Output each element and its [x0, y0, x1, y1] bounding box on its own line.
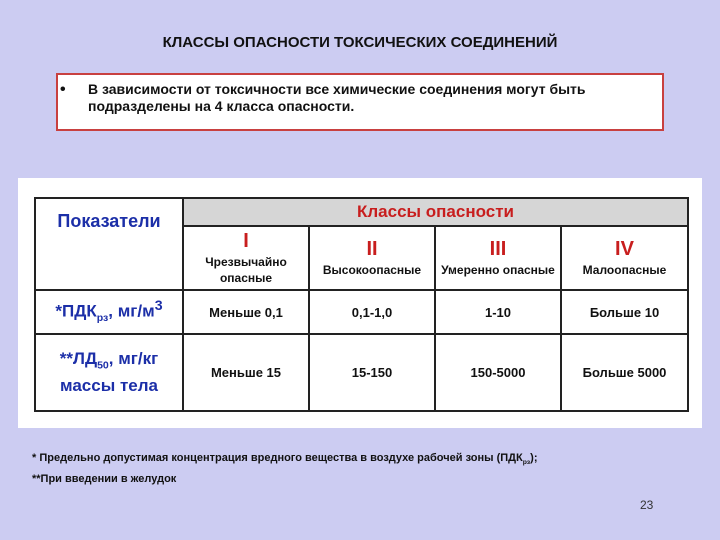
class-name: Малоопасные	[582, 263, 667, 277]
table-cell: 0,1-1,0	[309, 290, 435, 334]
footnote-1	[32, 450, 692, 471]
footnote-1-subscript: рз	[522, 459, 531, 467]
class-3-header	[435, 226, 561, 290]
table-cell: Меньше 15	[183, 334, 309, 411]
label-suffix: , мг/кг массы тела	[60, 349, 159, 395]
class-roman: IV	[615, 238, 634, 260]
class-roman: III	[489, 238, 507, 260]
table-cell: 15-150	[309, 334, 435, 411]
table-cell: 1-10	[435, 290, 561, 334]
label-subscript: 50	[97, 359, 109, 372]
bullet-box	[56, 73, 664, 131]
footnotes	[32, 450, 692, 487]
classes-header: Классы опасности	[183, 198, 688, 226]
footnote-2: **При введении в желудок	[32, 473, 177, 486]
page-number: 23	[640, 498, 654, 512]
class-name: Чрезвычайно опасные	[205, 255, 287, 285]
footnote-1-end: );	[530, 452, 538, 464]
label-superscript: 3	[154, 297, 163, 314]
table-cell: 150-5000	[435, 334, 561, 411]
footnote-1-main: * Предельно допустимая концентрация вредного вещества в воздухе рабочей зоны (ПДК	[32, 452, 523, 464]
hazard-table-panel	[18, 178, 702, 428]
label-prefix: **ЛД	[59, 349, 98, 369]
label-suffix: , мг/м	[108, 301, 155, 321]
table-cell: Больше 5000	[561, 334, 688, 411]
class-name: Высокоопасные	[322, 263, 422, 277]
class-2-header	[309, 226, 435, 290]
bullet-text: В зависимости от токсичности все химические соединения могут быть подразделены на 4 класса опасности.	[88, 81, 586, 114]
indicators-header: Показатели	[35, 198, 183, 290]
bullet-marker: •	[60, 81, 66, 98]
class-4-header	[561, 226, 688, 290]
class-name: Умеренно опасные	[441, 263, 555, 277]
row-label-ld50	[35, 334, 183, 411]
class-1-header	[183, 226, 309, 290]
label-prefix: *ПДК	[55, 301, 97, 321]
table-cell: Больше 10	[561, 290, 688, 334]
label-subscript: рз	[96, 312, 109, 325]
slide-title: КЛАССЫ ОПАСНОСТИ ТОКСИЧЕСКИХ СОЕДИНЕНИЙ	[162, 34, 558, 51]
table-cell: Меньше 0,1	[183, 290, 309, 334]
row-label-pdk	[35, 290, 183, 334]
hazard-classes-table	[34, 197, 689, 412]
class-roman: II	[366, 238, 378, 260]
class-roman: I	[243, 230, 249, 252]
